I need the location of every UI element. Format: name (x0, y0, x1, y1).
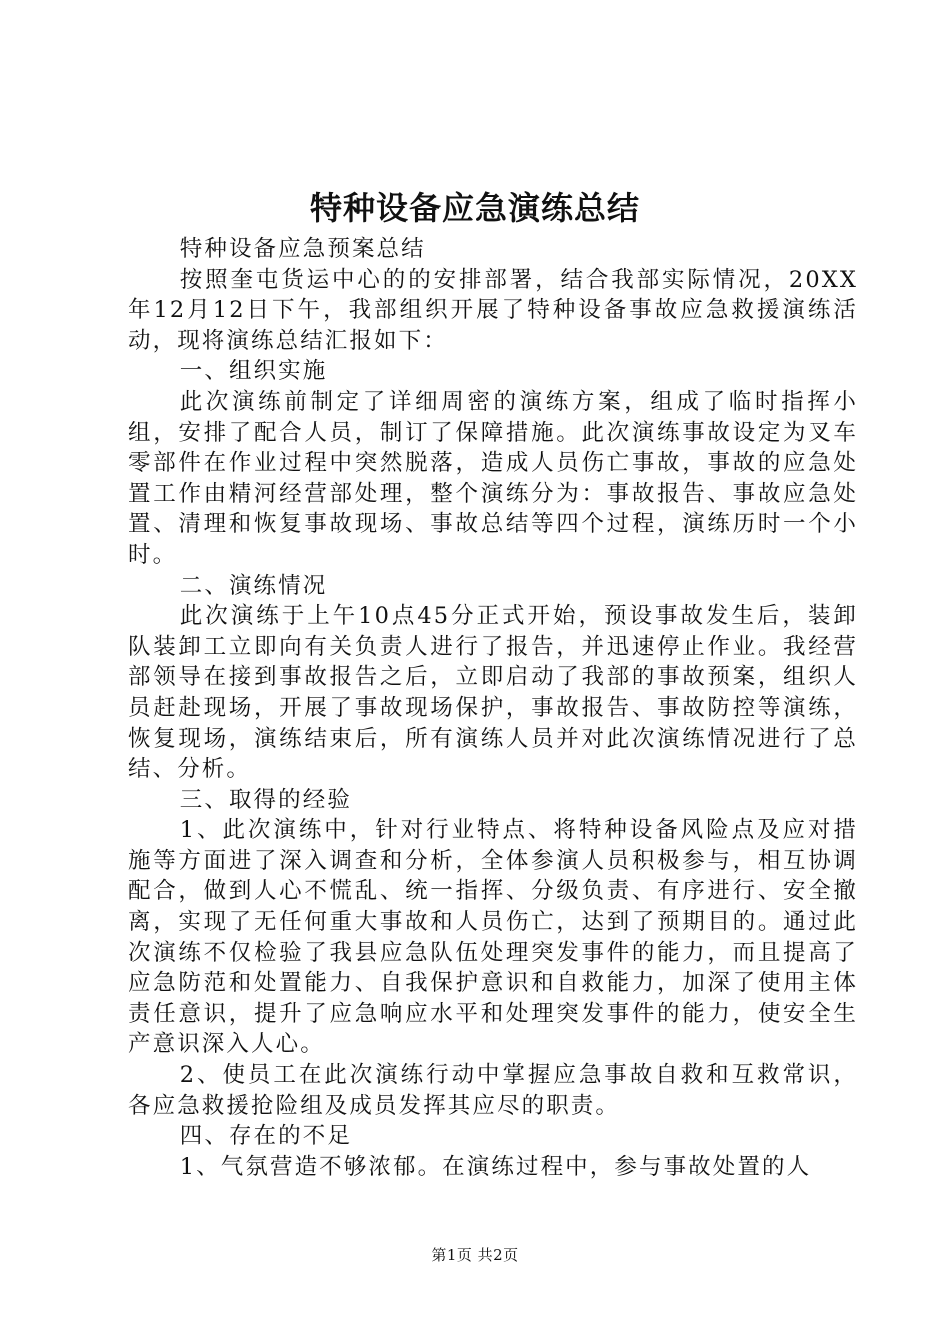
paragraph-subtitle: 特种设备应急预案总结 (179, 236, 426, 262)
document-title: 特种设备应急演练总结 (309, 189, 640, 227)
section-heading-organization: 一、组织实施 (179, 358, 328, 385)
section-heading-experience: 三、取得的经验 (179, 786, 352, 813)
paragraph-organization: 此次演练前制定了详细周密的演练方案，组成了临时指挥小组，安排了配合人员，制订了保障措施。此次演练事故设定为叉车零部件在作业过程中突然脱落，造成人员伤亡事故，事故的应急处置工作由精河经营部处理，整个演练分为：事故报告、事故应急处置、清理和恢复事故现场、事故总结等四个过程，演练历时一个小时。 (128, 388, 858, 568)
paragraph-intro: 按照奎屯货运中心的的安排部署，结合我部实际情况，20XX年12月12日下午，我部组织开展了特种设备事故应急救援演练活动，现将演练总结汇报如下： (128, 266, 858, 354)
section-heading-shortcomings: 四、存在的不足 (179, 1123, 352, 1150)
page-footer: 第1页 共2页 (431, 1246, 519, 1264)
paragraph-experience-1: 1、此次演练中，针对行业特点、将特种设备风险点及应对措施等方面进了深入调查和分析，全体参演人员积极参与，相互协调配合，做到人心不慌乱、统一指挥、分级负责、有序进行、安全撤离，实现了无任何重大事故和人员伤亡，达到了预期目的。通过此次演练不仅检验了我县应急队伍处理突发事件的能力，而且提高了应急防范和处置能力、自我保护意识和自救能力，加深了使用主体责任意识，提升了应急响应水平和处理突发事件的能力，使安全生产意识深入人心。 (128, 817, 858, 1058)
paragraph-experience-2: 2、使员工在此次演练行动中掌握应急事故自救和互救常识，各应急救援抢险组及成员发挥其应尽的职责。 (128, 1062, 858, 1119)
paragraph-shortcomings-1: 1、气氛营造不够浓郁。在演练过程中，参与事故处置的人 (179, 1153, 812, 1180)
section-heading-drill-situation: 二、演练情况 (179, 572, 328, 599)
document-body (128, 234, 858, 1182)
paragraph-drill-situation: 此次演练于上午10点45分正式开始，预设事故发生后，装卸队装卸工立即向有关负责人进行了报告，并迅速停止作业。我经营部领导在接到事故报告之后，立即启动了我部的事故预案，组织人员赶赴现场，开展了事故现场保护，事故报告、事故防控等演练，恢复现场，演练结束后，所有演练人员并对此次演练情况进行了总结、分析。 (128, 603, 858, 783)
